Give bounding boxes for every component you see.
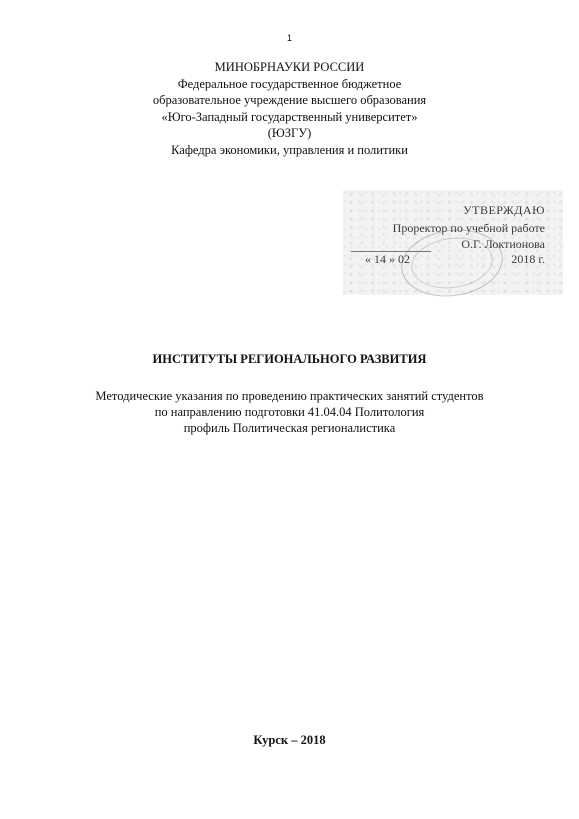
university-name: «Юго-Западный государственный университет» — [161, 109, 418, 124]
university-abbreviation: (ЮЗГУ) — [267, 126, 312, 140]
institution-line-1: Федеральное государственное бюджетное — [177, 76, 402, 91]
approval-role: Проректор по учебной работе — [392, 221, 545, 235]
approval-date: « 14 » 02 — [365, 252, 410, 266]
subtitle-line-1: Методические указания по проведению практических занятий студентов — [95, 389, 484, 403]
place-year: Курск – 2018 — [253, 733, 326, 747]
subtitle-line-2: по направлению подготовки 41.04.04 Политология — [154, 405, 425, 419]
approval-title: УТВЕРЖДАЮ — [463, 203, 545, 217]
document-subtitle — [0, 388, 579, 436]
page-number: 1 — [286, 33, 292, 43]
approval-stamp-block — [343, 190, 563, 295]
institution-line-2: образовательное учреждение высшего образования — [152, 93, 427, 107]
department-name: Кафедра экономики, управления и политики — [171, 142, 408, 157]
ministry-name: МИНОБРНАУКИ РОССИИ — [214, 60, 365, 74]
approval-year: 2018 г. — [511, 252, 545, 266]
subtitle-line-3: профиль Политическая регионалистика — [183, 421, 396, 435]
document-title: ИНСТИТУТЫ РЕГИОНАЛЬНОГО РАЗВИТИЯ — [152, 352, 427, 366]
document-header — [0, 59, 579, 158]
approval-name: О.Г. Локтионова — [461, 237, 545, 251]
